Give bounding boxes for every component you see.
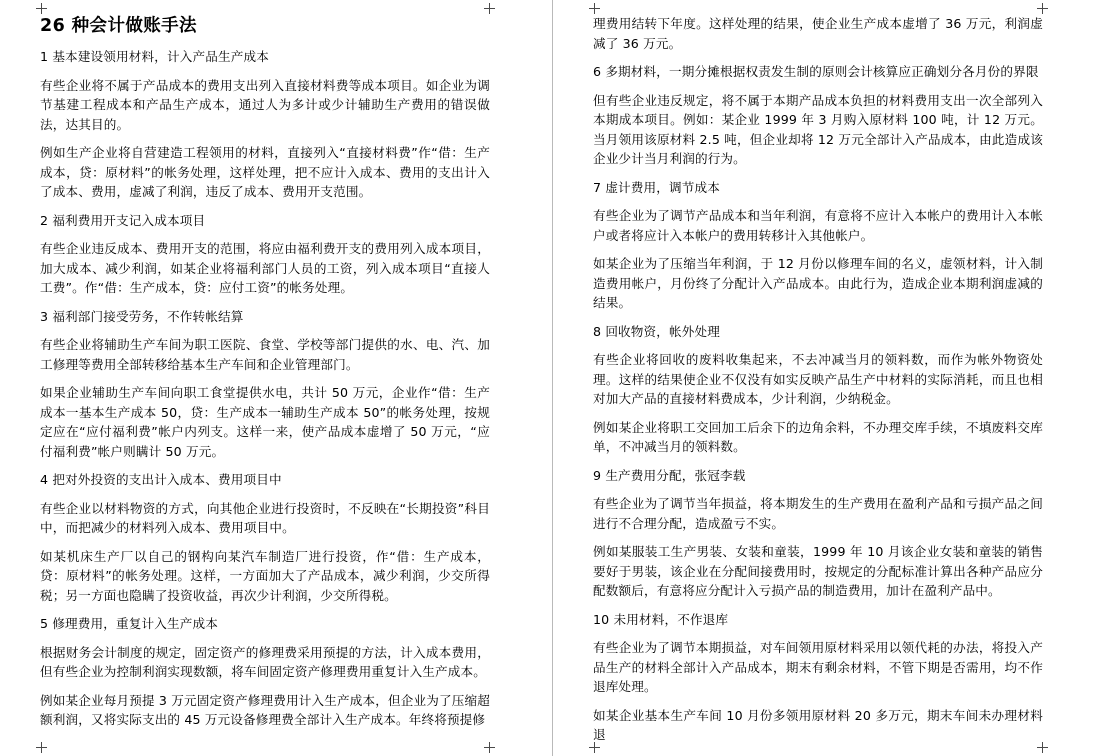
section-heading: 8 回收物资，帐外处理 bbox=[593, 323, 721, 339]
section-heading: 7 虚计费用，调节成本 bbox=[593, 179, 721, 195]
left-body bbox=[40, 47, 490, 730]
body-paragraph: 有些企业将辅助生产车间为职工医院、食堂、学校等部门提供的水、电、汽、加工修理等费用全部转移给基本生产车间和企业管理部门。 bbox=[40, 337, 490, 372]
section-heading: 9 生产费用分配，张冠李载 bbox=[593, 467, 746, 483]
body-paragraph: 但有些企业违反规定，将不属于本期产品成本负担的材料费用支出一次全部列入本期成本项目。例如：某企业 1999 年 3 月购入原材料 100 吨，计 12 万元。当月领用该原材料 2.5 吨，但企业却将 12 万元全部计入产品成本，由此造成该企业少计当月利润的行为。 bbox=[593, 92, 1043, 166]
body-paragraph: 例如某企业将职工交回加工后余下的边角余料，不办理交库手续，不填废料交库单，不冲减当月的领料数。 bbox=[593, 419, 1043, 454]
body-paragraph: 如某企业为了压缩当年利润，于 12 月份以修理车间的名义，虚领材料，计入制造费用帐户，月份终了分配计入产品成本。由此行为，造成企业本期利润虚减的结果。 bbox=[593, 256, 1043, 310]
body-paragraph: 有些企业将回收的废料收集起来，不去冲减当月的领料数，而作为帐外物资处理。这样的结果使企业不仅没有如实反映产品生产中材料的实际消耗，而且也相对加大产品的直接材料费成本，少计利润，少纳税金。 bbox=[593, 352, 1043, 406]
section-heading: 2 福利费用开支记入成本项目 bbox=[40, 212, 206, 228]
body-paragraph: 有些企业以材料物资的方式，向其他企业进行投资时，不反映在“长期投资”科目中，而把减少的材料列入成本、费用项目中。 bbox=[40, 500, 490, 535]
body-paragraph: 如某机床生产厂以自己的钢构向某汽车制造厂进行投资，作“借：生产成本，贷：原材料”的帐务处理。这样，一方面加大了产品成本，减少利润，少交所得税；另一方面也隐瞒了投资收益，再次少计利润，少交所得税。 bbox=[40, 548, 490, 603]
section-heading: 1 基本建设领用材料，计入产品生产成本 bbox=[40, 49, 269, 64]
section-heading: 6 多期材料，一期分摊根据权责发生制的原则会计核算应正确划分各月份的界限 bbox=[593, 64, 1039, 79]
body-paragraph: 如果企业辅助生产车间向职工食堂提供水电，共计 50 万元，企业作“借：生产成本一基本生产成本 50，贷：生产成本一辅助生产成本 50”的帐务处理，按规定应在“应付福利费”帐户内列支。这样一来，使产品成本虚增了 50 万元，“应付福利费”帐户则瞒计 50 万元。 bbox=[40, 385, 490, 459]
page-title: 26 种会计做账手法 bbox=[40, 16, 197, 36]
body-paragraph: 有些企业将不属于产品成本的费用支出列入直接材料费等成本项目。如企业为调节基建工程成本和产品生产成本，通过人为多计或少计辅助生产费用的错误做法，达其目的。 bbox=[40, 77, 490, 132]
body-paragraph: 例如某企业每月预提 3 万元固定资产修理费用计入生产成本，但企业为了压缩超额利润，又将实际支出的 45 万元设备修理费全部计入生产成本。年终将预提修 bbox=[40, 692, 490, 727]
section-heading: 3 福利部门接受劳务，不作转帐结算 bbox=[40, 308, 244, 324]
right-body bbox=[593, 14, 1043, 745]
body-paragraph: 例如某服装工生产男装、女装和童装，1999 年 10 月该企业女装和童装的销售要好于男装，该企业在分配间接费用时，按规定的分配标准计算出各种产品应分配数额后，有意将应分配计入亏损产品的制造费用，加计在盈利产品中。 bbox=[593, 544, 1043, 598]
section-heading: 10 未用材料，不作退库 bbox=[593, 611, 729, 627]
page-left-column bbox=[0, 0, 552, 756]
body-paragraph: 理费用结转下年度。这样处理的结果，使企业生产成本虚增了 36 万元，利润虚减了 36 万元。 bbox=[593, 16, 1043, 51]
body-paragraph: 例如生产企业将自营建造工程领用的材料，直接列入“直接材料费”作“借：生产成本，贷：原材料”的帐务处理，这样处理，把不应计入成本、费用的支出计入了成本、费用，虚减了利润，违反了成本、费用开支范围。 bbox=[40, 145, 490, 199]
body-paragraph: 有些企业为了调节当年损益，将本期发生的生产费用在盈利产品和亏损产品之间进行不合理分配，造成盈亏不实。 bbox=[593, 496, 1043, 531]
body-paragraph: 有些企业违反成本、费用开支的范围，将应由福利费开支的费用列入成本项目，加大成本、减少利润，如某企业将福利部门人员的工资，列入成本项目“直接人工费”。作“借：生产成本，贷：应付工资”的帐务处理。 bbox=[40, 241, 490, 295]
page-right-column bbox=[553, 0, 1105, 756]
body-paragraph: 根据财务会计制度的规定，固定资产的修理费采用预提的方法，计入成本费用，但有些企业为控制利润实现数额，将车间固定资产修理费用重复计入生产成本。 bbox=[40, 644, 490, 679]
body-paragraph: 如某企业基本生产车间 10 月份多领用原材料 20 多万元，期末车间未办理材料退 bbox=[593, 707, 1043, 742]
section-heading: 4 把对外投资的支出计入成本、费用项目中 bbox=[40, 472, 282, 487]
body-paragraph: 有些企业为了调节本期损益，对车间领用原材料采用以领代耗的办法，将投入产品生产的材料全部计入产品成本，期末有剩余材料，不管下期是否需用，均不作退库处理。 bbox=[593, 640, 1043, 694]
section-heading: 5 修理费用，重复计入生产成本 bbox=[40, 616, 218, 631]
body-paragraph: 有些企业为了调节产品成本和当年利润，有意将不应计入本帐户的费用计入本帐户或者将应计入本帐户的费用转移计入其他帐户。 bbox=[593, 208, 1043, 243]
